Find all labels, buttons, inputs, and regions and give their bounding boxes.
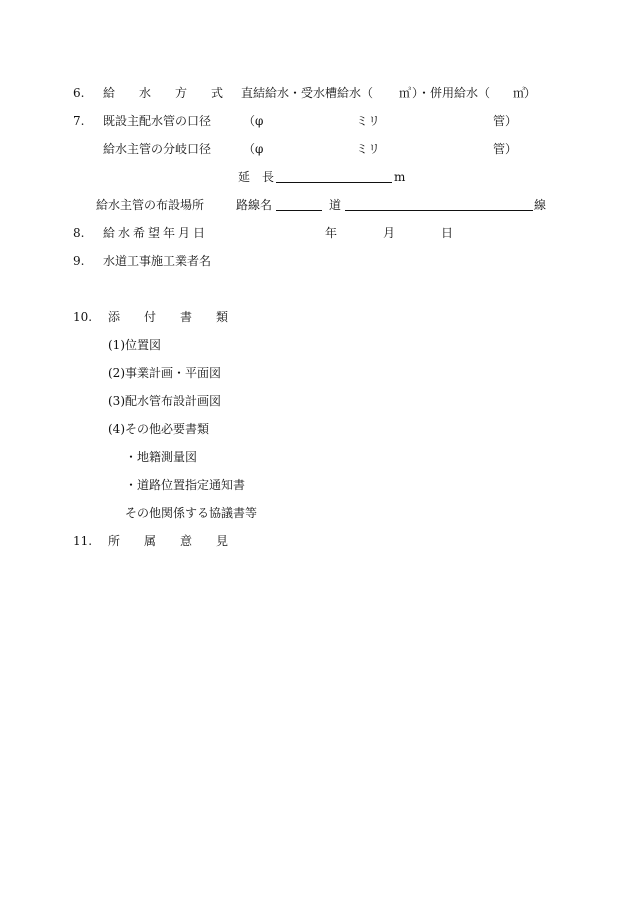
item9-number: 9. (73, 254, 85, 268)
route-road-blank[interactable] (345, 210, 533, 211)
item7-number: 7. (73, 114, 85, 128)
item6-label: 給 水 方 式 (103, 86, 230, 100)
item6-sep: ）・併用給水（ (412, 86, 491, 100)
item10-number: 10. (73, 310, 93, 324)
route-name-blank[interactable] (276, 210, 322, 211)
item8-month: 月 (383, 226, 396, 240)
item6-unit1: ㎥ (399, 86, 412, 100)
item8-day: 日 (441, 226, 454, 240)
subdoc-item: ・地籍測量図 (125, 450, 198, 464)
doc-item: (2)事業計画・平面図 (108, 366, 221, 380)
item9-label: 水道工事施工業者名 (103, 254, 212, 268)
item6-number: 6. (73, 86, 85, 100)
route-label: 給水主管の布設場所 (96, 198, 205, 212)
item11-label: 所 属 意 見 (108, 534, 235, 548)
doc-item: (3)配水管布設計画図 (108, 394, 221, 408)
item7-mm: ミリ (356, 114, 381, 128)
item8-label: 給水希望年月日 (103, 226, 209, 240)
route-line-label: 線 (534, 198, 547, 212)
extension-blank[interactable] (276, 182, 392, 183)
item7-close: 管） (493, 114, 518, 128)
doc-item: (1)位置図 (108, 338, 161, 352)
subdoc-item: ・道路位置指定通知書 (125, 478, 246, 492)
route-name-label: 路線名 (236, 198, 273, 212)
other-docs: その他関係する協議書等 (125, 506, 258, 520)
item6-close: ） (524, 86, 537, 100)
item7-open: （φ (243, 114, 264, 128)
item6-unit2: ㎥ (513, 86, 526, 100)
doc-item: (4)その他必要書類 (108, 422, 209, 436)
branch-close: 管） (493, 142, 518, 156)
extension-unit: m (394, 170, 406, 184)
branch-open: （φ (243, 142, 264, 156)
item10-label: 添 付 書 類 (108, 310, 235, 324)
branch-label: 給水主管の分岐口径 (103, 142, 212, 156)
item11-number: 11. (73, 534, 93, 548)
route-road-label: 道 (329, 198, 342, 212)
extension-label: 延 長 (238, 170, 275, 184)
item7-label: 既設主配水管の口径 (103, 114, 212, 128)
branch-mm: ミリ (356, 142, 381, 156)
item6-option1: 直結給水・受水槽給水（ (241, 86, 374, 100)
item8-number: 8. (73, 226, 85, 240)
item8-year: 年 (325, 226, 338, 240)
